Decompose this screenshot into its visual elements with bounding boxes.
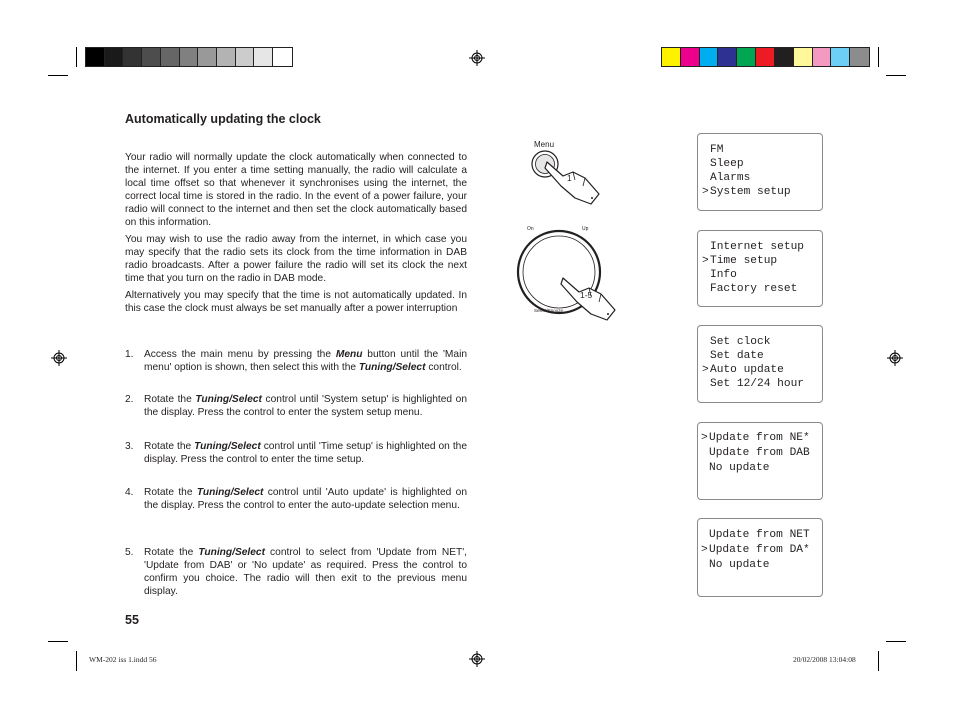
lcd-screen-system-setup	[697, 230, 823, 307]
color-scale-bar	[661, 47, 870, 67]
color-swatch	[142, 48, 161, 66]
color-swatch	[850, 48, 869, 66]
crop-mark	[878, 651, 879, 671]
color-swatch	[662, 48, 681, 66]
color-swatch	[198, 48, 217, 66]
lcd-screen-auto-update-dab	[697, 518, 823, 597]
instruction-step	[125, 546, 467, 598]
lcd-row: >Time setup	[702, 255, 778, 267]
color-swatch	[180, 48, 199, 66]
color-swatch	[123, 48, 142, 66]
step-number: 3.	[125, 441, 134, 452]
section-title: Automatically updating the clock	[125, 112, 321, 126]
crop-mark	[878, 47, 879, 67]
lcd-row: Set clock	[710, 336, 771, 348]
color-swatch	[737, 48, 756, 66]
lcd-row: Update from NET	[709, 529, 810, 541]
step-number: 2.	[125, 394, 134, 405]
crop-mark	[48, 75, 68, 76]
color-swatch	[161, 48, 180, 66]
step-text: Rotate the Tuning/Select control until 'Time setup' is highlighted on the display. Press the control to enter the time setup.	[144, 441, 467, 465]
instruction-step	[125, 348, 467, 374]
intro-paragraph: Your radio will normally update the clock automatically when connected to the internet. If you enter a time setting manually, the radio will calculate a local time offset so that whenever it synchronises using the internet, the correct local time is stored in the radio. In the event of a power failure, your radio will connect to the internet and then set the clock automatically based on this information.	[125, 152, 467, 228]
dial-left-label: On	[527, 226, 534, 232]
color-swatch	[105, 48, 124, 66]
lcd-row: No update	[709, 462, 770, 474]
lcd-row: >Update from DA*	[701, 544, 810, 556]
footer-file-info: WM-202 iss 1.indd 56	[89, 655, 157, 664]
lcd-row: FM	[710, 144, 724, 156]
color-swatch	[86, 48, 105, 66]
color-swatch	[775, 48, 794, 66]
crop-mark	[48, 641, 68, 642]
footer-timestamp: 20/02/2008 13:04:08	[793, 655, 856, 664]
crop-mark	[76, 651, 77, 671]
color-swatch	[217, 48, 236, 66]
dial-step-label: 1-5	[580, 290, 593, 300]
color-swatch	[794, 48, 813, 66]
lcd-row: Internet setup	[710, 241, 804, 253]
gray-scale-bar	[85, 47, 293, 67]
dial-bottom-label: Select/Snooze	[534, 308, 564, 313]
dial-right-label: Up	[582, 226, 589, 232]
lcd-row: Set date	[710, 350, 764, 362]
crop-mark	[886, 75, 906, 76]
lcd-row: Update from DAB	[709, 447, 810, 459]
lcd-row: Set 12/24 hour	[710, 378, 804, 390]
tuning-dial-illustration	[513, 220, 628, 325]
instruction-step	[125, 393, 467, 419]
color-swatch	[273, 48, 292, 66]
lcd-row: Info	[710, 269, 737, 281]
intro-paragraph: You may wish to use the radio away from the internet, in which case you may specify that the radio sets its clock from the time information in DAB radio broadcasts. After a power failure the radio will set its clock the next time that you turn on the radio in DAB mode.	[125, 234, 467, 284]
registration-mark-icon	[469, 651, 485, 667]
intro-paragraph: Alternatively you may specify that the time is not automatically updated. In this case the clock must always be set manually after a power interruption	[125, 290, 467, 314]
pointing-hand-icon	[545, 162, 599, 204]
instruction-step	[125, 486, 467, 512]
lcd-row: Alarms	[710, 172, 751, 184]
lcd-row: >Update from NE*	[701, 432, 810, 444]
step-text: Rotate the Tuning/Select control to select from 'Update from NET', 'Update from DAB' or 'No update' as required. Press the control to confirm you choice. The radio will then exit to the previous menu display.	[144, 547, 467, 597]
lcd-row: Factory reset	[710, 283, 798, 295]
lcd-row: >Auto update	[702, 364, 784, 376]
color-swatch	[813, 48, 832, 66]
lcd-screen-auto-update-net	[697, 422, 823, 500]
color-swatch	[681, 48, 700, 66]
color-swatch	[718, 48, 737, 66]
step-text: Rotate the Tuning/Select control until 'Auto update' is highlighted on the display. Press the control to enter the auto-update selection menu.	[144, 487, 467, 511]
page-number: 55	[125, 613, 139, 627]
color-swatch	[831, 48, 850, 66]
color-swatch	[236, 48, 255, 66]
lcd-screen-system-menu	[697, 133, 823, 211]
color-swatch	[254, 48, 273, 66]
lcd-row: Sleep	[710, 158, 744, 170]
menu-label: Menu	[534, 140, 555, 149]
menu-step-label: 1	[567, 173, 572, 183]
registration-mark-icon	[469, 50, 485, 66]
step-text: Rotate the Tuning/Select control until 'System setup' is highlighted on the display. Press the control to enter the system setup menu.	[144, 394, 468, 418]
instruction-step	[125, 440, 467, 466]
color-swatch	[700, 48, 719, 66]
step-number: 4.	[125, 487, 134, 498]
registration-mark-icon	[51, 350, 67, 366]
lcd-row: >System setup	[702, 186, 791, 198]
step-text: Access the main menu by pressing the Menu button until the 'Main menu' option is shown, then select this with the Tuning/Select control.	[144, 349, 467, 373]
crop-mark	[886, 641, 906, 642]
lcd-row: No update	[709, 559, 770, 571]
crop-mark	[76, 47, 77, 67]
menu-button-illustration	[525, 136, 615, 206]
registration-mark-icon	[887, 350, 903, 366]
lcd-screen-time-setup	[697, 325, 823, 403]
step-number: 5.	[125, 547, 134, 558]
step-number: 1.	[125, 349, 134, 360]
color-swatch	[756, 48, 775, 66]
